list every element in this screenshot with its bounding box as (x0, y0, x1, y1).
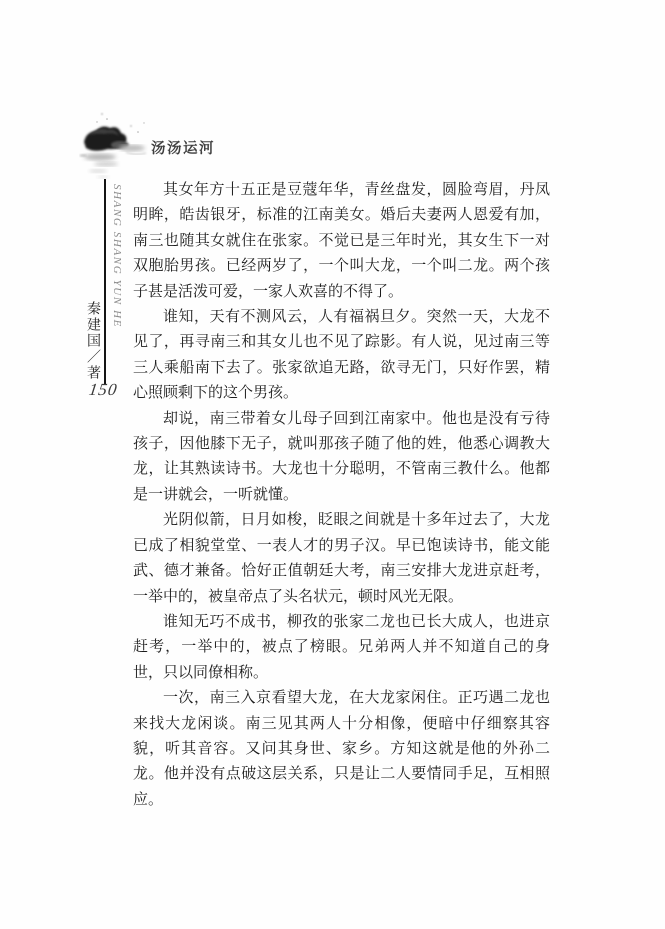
paragraph: 谁知，天有不测风云，人有福祸旦夕。突然一天，大龙不见了，再寻南三和其女儿也不见了踪影。有人说，见过南三等三人乘船南下去了。张家欲追无路，欲寻无门，只好作罢，精心照顾剩下的这个男孩。 (133, 307, 550, 402)
paragraph: 谁知无巧不成书，柳孜的张家二龙也已长大成人，也进京赶考，一举中的，被点了榜眼。兄弟两人并不知道自己的身世，只以同僚相称。 (133, 611, 550, 681)
ink-wash-decoration-icon (76, 108, 154, 182)
page-number: 150 (87, 380, 119, 399)
sidebar-rule (104, 179, 106, 385)
pinyin-title: SHANG SHANG YUN HE (111, 184, 123, 328)
author-name: 秦建国／著 (85, 301, 101, 381)
paragraph: 其女年方十五正是豆蔻年华，青丝盘发，圆脸弯眉，丹凤明眸，皓齿银牙，标准的江南美女。婚后夫妻两人恩爱有加，南三也随其女就住在张家。不觉已是三年时光，其女生下一对双胞胎男孩。已经两岁了，一个叫大龙，一个叫二龙。两个孩子甚是活泼可爱，一家人欢喜的不得了。 (133, 180, 550, 300)
paragraph: 光阴似箭，日月如梭，眨眼之间就是十多年过去了，大龙已成了相貌堂堂、一表人才的男子汉。早已饱读诗书，能文能武、德才兼备。恰好正值朝廷大考，南三安排大龙进京赶考，一举中的，被皇帝点了头名状元，顿时风光无限。 (133, 510, 550, 605)
paragraph: 一次，南三入京看望大龙，在大龙家闲住。正巧遇二龙也来找大龙闲谈。南三见其两人十分相像，便暗中仔细察其容貌，听其音容。又问其身世、家乡。方知这就是他的外孙二龙。他并没有点破这层关系，只是让二人要情同手足，互相照应。 (133, 688, 550, 808)
book-title: 汤汤运河 (151, 141, 215, 157)
body-text (133, 177, 550, 812)
paragraph: 却说，南三带着女儿母子回到江南家中。他也是没有亏待孩子，因他膝下无子，就叫那孩子随了他的姓，他悉心调教大龙，让其熟读诗书。大龙也十分聪明，不管南三教什么。他都是一讲就会，一听就懂。 (133, 408, 550, 503)
